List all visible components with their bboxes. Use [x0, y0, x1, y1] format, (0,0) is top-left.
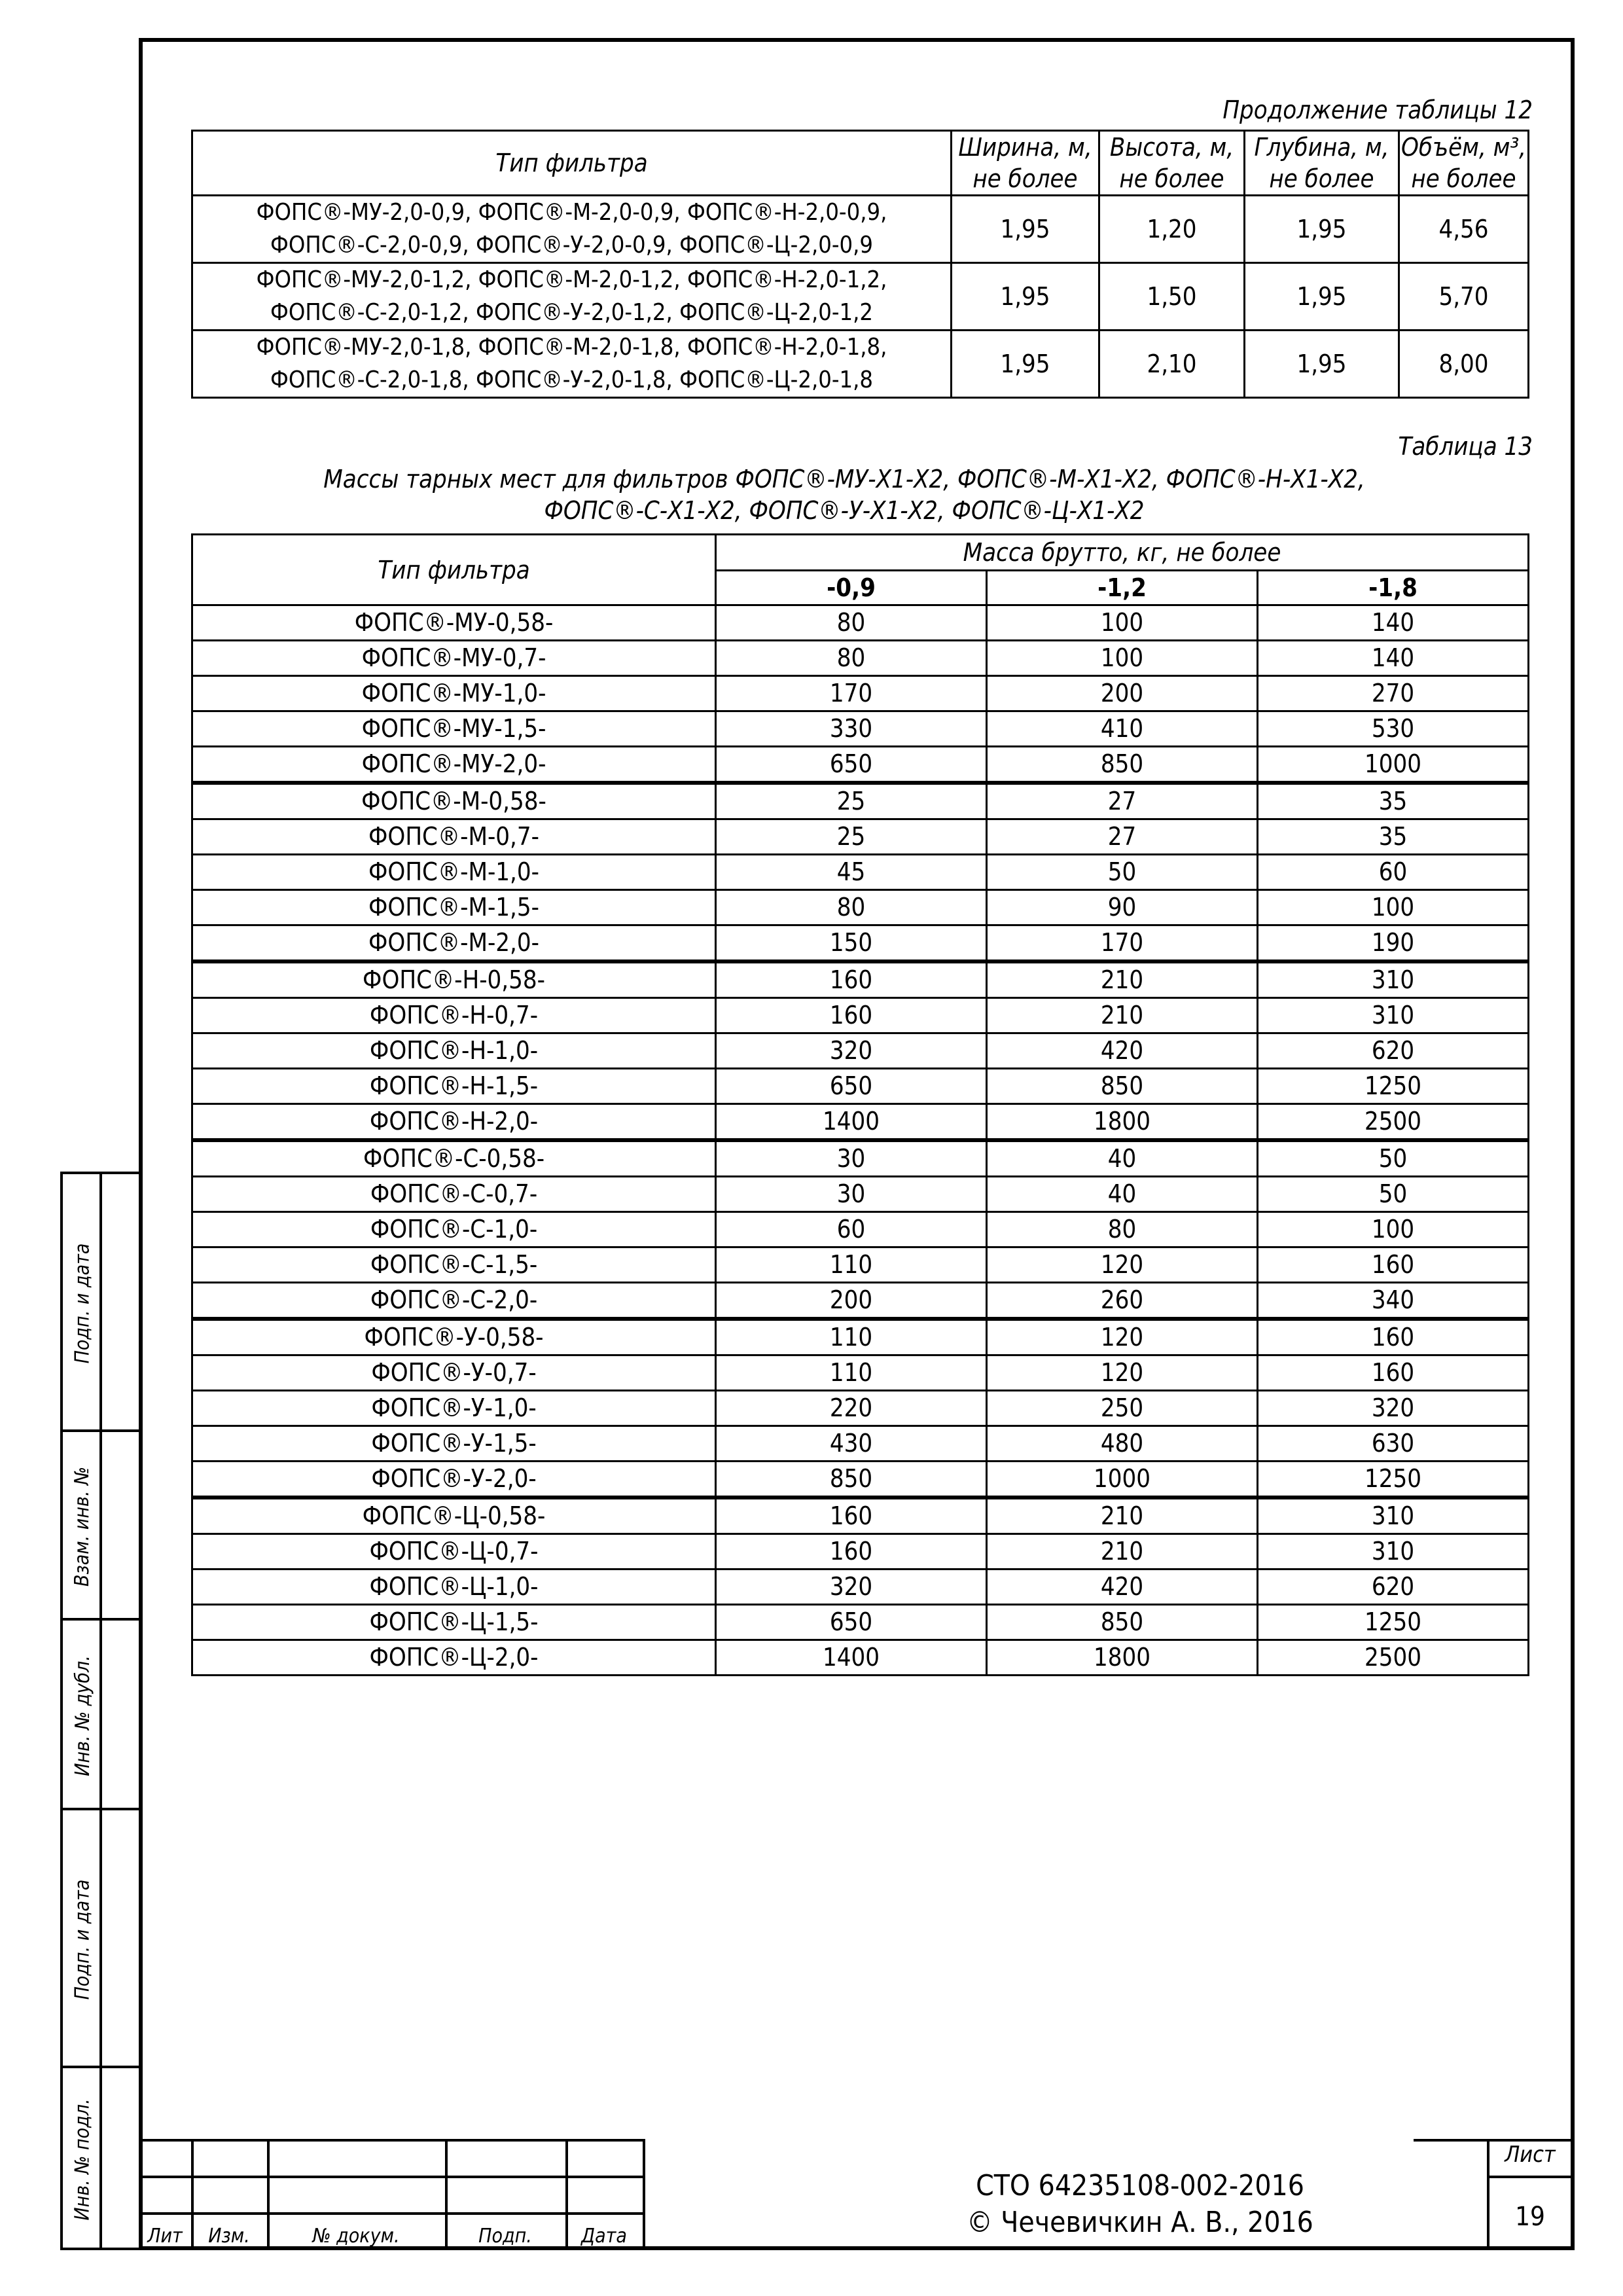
document-designation [793, 2168, 1487, 2241]
height-cell: 1,20 [1099, 196, 1245, 263]
mass-0-9-cell: 80 [716, 890, 987, 925]
mass-0-9-cell: 30 [716, 1140, 987, 1177]
side-label-dup-inv: Инв. № дубл. [71, 1655, 94, 1776]
mass-0-9-cell: 430 [716, 1426, 987, 1462]
table12-type-cell [192, 196, 952, 263]
table12-header-height: Высота, м, не более [1099, 131, 1245, 196]
mass-0-9-cell: 160 [716, 1534, 987, 1570]
mass-0-9-cell: 110 [716, 1355, 987, 1391]
side-label-replace-inv: Взам. инв. № [71, 1466, 94, 1587]
mass-0-9-cell: 200 [716, 1283, 987, 1319]
mass-1-8-cell: 50 [1258, 1140, 1529, 1177]
table-row [192, 676, 1529, 711]
mass-1-2-cell: 250 [987, 1391, 1258, 1426]
mass-1-8-cell: 160 [1258, 1247, 1529, 1283]
mass-1-2-cell: 480 [987, 1426, 1258, 1462]
mass-1-2-cell: 40 [987, 1177, 1258, 1212]
table-row [192, 1605, 1529, 1640]
table-row [192, 1498, 1529, 1534]
mass-1-8-cell: 100 [1258, 1212, 1529, 1247]
mass-1-8-cell: 100 [1258, 890, 1529, 925]
table-row [192, 855, 1529, 890]
mass-1-2-cell: 850 [987, 1605, 1258, 1640]
mass-0-9-cell: 25 [716, 783, 987, 819]
mass-1-2-cell: 120 [987, 1355, 1258, 1391]
mass-0-9-cell: 320 [716, 1033, 987, 1069]
mass-1-2-cell: 420 [987, 1033, 1258, 1069]
width-cell: 1,95 [952, 263, 1099, 331]
mass-1-8-cell: 35 [1258, 783, 1529, 819]
table13-body [192, 605, 1529, 1676]
filter-type-cell: ФОПС®-М-0,58- [192, 783, 716, 819]
mass-1-8-cell: 2500 [1258, 1640, 1529, 1676]
type-line: ФОПС®-МУ-2,0-1,8, ФОПС®-М-2,0-1,8, ФОПС®-Н-2,0-1,8, [256, 334, 887, 361]
table-row [192, 1177, 1529, 1212]
table-row [192, 641, 1529, 676]
filter-type-cell: ФОПС®-Н-0,58- [192, 961, 716, 998]
table-row [192, 1069, 1529, 1104]
stamp-label-lit: Лит [147, 2225, 183, 2248]
mass-1-8-cell: 50 [1258, 1177, 1529, 1212]
mass-1-8-cell: 60 [1258, 855, 1529, 890]
filter-type-cell: ФОПС®-МУ-0,58- [192, 605, 716, 641]
table-row [192, 1140, 1529, 1177]
side-label-orig-inv: Инв. № подл. [71, 2098, 94, 2221]
mass-1-2-cell: 40 [987, 1140, 1258, 1177]
mass-1-8-cell: 530 [1258, 711, 1529, 747]
filter-type-cell: ФОПС®-У-1,5- [192, 1426, 716, 1462]
table13-header-mass: Масса брутто, кг, не более [716, 535, 1529, 571]
table13-title-line: ФОПС®-С-Х1-Х2, ФОПС®-У-Х1-Х2, ФОПС®-Ц-Х1-Х2 [544, 496, 1145, 525]
mass-1-2-cell: 100 [987, 641, 1258, 676]
type-line: ФОПС®-С-2,0-0,9, ФОПС®-У-2,0-0,9, ФОПС®-Ц-2,0-0,9 [270, 232, 874, 259]
mass-1-8-cell: 340 [1258, 1283, 1529, 1319]
mass-1-8-cell: 310 [1258, 998, 1529, 1033]
mass-1-8-cell: 160 [1258, 1355, 1529, 1391]
height-cell: 1,50 [1099, 263, 1245, 331]
subheader-1-8: -1,8 [1258, 571, 1529, 605]
table-row [192, 331, 1529, 398]
mass-0-9-cell: 650 [716, 1069, 987, 1104]
filter-type-cell: ФОПС®-У-2,0- [192, 1462, 716, 1498]
filter-type-cell: ФОПС®-С-1,5- [192, 1247, 716, 1283]
mass-0-9-cell: 110 [716, 1247, 987, 1283]
mass-1-8-cell: 1250 [1258, 1462, 1529, 1498]
mass-1-8-cell: 1000 [1258, 747, 1529, 783]
table-row [192, 747, 1529, 783]
mass-1-2-cell: 210 [987, 961, 1258, 998]
filter-type-cell: ФОПС®-М-0,7- [192, 819, 716, 855]
filter-type-cell: ФОПС®-М-2,0- [192, 925, 716, 962]
table-row [192, 1426, 1529, 1462]
mass-1-2-cell: 120 [987, 1247, 1258, 1283]
title-block [139, 2139, 1575, 2250]
table13-header-type: Тип фильтра [192, 535, 716, 605]
width-cell: 1,95 [952, 331, 1099, 398]
filter-type-cell: ФОПС®-У-0,7- [192, 1355, 716, 1391]
table13-title-line: Массы тарных мест для фильтров ФОПС®-МУ-Х1-Х2, ФОПС®-М-Х1-Х2, ФОПС®-Н-Х1-Х2, [323, 465, 1365, 493]
copyright: © Чечевичкин А. В., 2016 [967, 2206, 1313, 2239]
filter-type-cell: ФОПС®-Н-1,0- [192, 1033, 716, 1069]
table12-header-type: Тип фильтра [192, 131, 952, 196]
filter-type-cell: ФОПС®-Н-0,7- [192, 998, 716, 1033]
filter-type-cell: ФОПС®-Ц-1,5- [192, 1605, 716, 1640]
table-row [192, 1247, 1529, 1283]
table12 [191, 130, 1529, 399]
table-row [192, 961, 1529, 998]
mass-0-9-cell: 1400 [716, 1104, 987, 1141]
mass-1-2-cell: 50 [987, 855, 1258, 890]
side-stamp [60, 1172, 140, 2250]
mass-1-8-cell: 2500 [1258, 1104, 1529, 1141]
mass-0-9-cell: 110 [716, 1319, 987, 1355]
mass-1-8-cell: 1250 [1258, 1605, 1529, 1640]
filter-type-cell: ФОПС®-М-1,5- [192, 890, 716, 925]
mass-1-2-cell: 170 [987, 925, 1258, 962]
mass-1-2-cell: 100 [987, 605, 1258, 641]
mass-0-9-cell: 60 [716, 1212, 987, 1247]
stamp-line [1487, 2176, 1575, 2178]
table12-header-volume: Объём, м³, не более [1399, 131, 1529, 196]
filter-type-cell: ФОПС®-С-2,0- [192, 1283, 716, 1319]
stamp-label-change: Изм. [208, 2225, 250, 2248]
table-row [192, 1355, 1529, 1391]
subheader-0-9: -0,9 [716, 571, 987, 605]
mass-1-2-cell: 1800 [987, 1104, 1258, 1141]
volume-cell: 8,00 [1399, 331, 1529, 398]
table12-caption: Продолжение таблицы 12 [1222, 96, 1533, 124]
mass-0-9-cell: 30 [716, 1177, 987, 1212]
mass-1-2-cell: 80 [987, 1212, 1258, 1247]
mass-1-2-cell: 420 [987, 1570, 1258, 1605]
mass-1-8-cell: 140 [1258, 605, 1529, 641]
table12-type-cell [192, 331, 952, 398]
filter-type-cell: ФОПС®-У-1,0- [192, 1391, 716, 1426]
mass-0-9-cell: 320 [716, 1570, 987, 1605]
table-row [192, 1640, 1529, 1676]
table-row [192, 1570, 1529, 1605]
mass-1-8-cell: 140 [1258, 641, 1529, 676]
table-row [192, 925, 1529, 962]
table-row [192, 196, 1529, 263]
stamp-label-doc-number: № докум. [312, 2225, 400, 2248]
mass-0-9-cell: 170 [716, 676, 987, 711]
type-line: ФОПС®-МУ-2,0-0,9, ФОПС®-М-2,0-0,9, ФОПС®-Н-2,0-0,9, [256, 199, 887, 226]
table-row [192, 711, 1529, 747]
mass-1-2-cell: 210 [987, 998, 1258, 1033]
sheet-number: 19 [1515, 2202, 1545, 2232]
table12-header-width: Ширина, м, не более [952, 131, 1099, 196]
filter-type-cell: ФОПС®-С-1,0- [192, 1212, 716, 1247]
mass-1-8-cell: 270 [1258, 676, 1529, 711]
stamp-label-signature: Подп. [478, 2225, 532, 2248]
mass-1-2-cell: 27 [987, 783, 1258, 819]
mass-0-9-cell: 160 [716, 961, 987, 998]
stamp-label-date: Дата [581, 2225, 627, 2248]
table-row [192, 1212, 1529, 1247]
filter-type-cell: ФОПС®-М-1,0- [192, 855, 716, 890]
mass-1-8-cell: 620 [1258, 1033, 1529, 1069]
filter-type-cell: ФОПС®-С-0,7- [192, 1177, 716, 1212]
mass-0-9-cell: 330 [716, 711, 987, 747]
type-line: ФОПС®-С-2,0-1,8, ФОПС®-У-2,0-1,8, ФОПС®-Ц-2,0-1,8 [270, 367, 874, 393]
width-cell: 1,95 [952, 196, 1099, 263]
side-label-sign-date: Подп. и дата [71, 1243, 94, 1363]
mass-0-9-cell: 650 [716, 747, 987, 783]
mass-1-2-cell: 90 [987, 890, 1258, 925]
mass-0-9-cell: 850 [716, 1462, 987, 1498]
filter-type-cell: ФОПС®-У-0,58- [192, 1319, 716, 1355]
stamp-line [643, 2139, 645, 2250]
mass-0-9-cell: 25 [716, 819, 987, 855]
mass-1-2-cell: 850 [987, 1069, 1258, 1104]
mass-1-8-cell: 160 [1258, 1319, 1529, 1355]
height-cell: 2,10 [1099, 331, 1245, 398]
table12-header-depth: Глубина, м, не более [1245, 131, 1399, 196]
mass-1-8-cell: 190 [1258, 925, 1529, 962]
mass-1-2-cell: 210 [987, 1498, 1258, 1534]
table-row [192, 819, 1529, 855]
mass-1-8-cell: 620 [1258, 1570, 1529, 1605]
table-row [192, 1534, 1529, 1570]
depth-cell: 1,95 [1245, 331, 1399, 398]
type-line: ФОПС®-МУ-2,0-1,2, ФОПС®-М-2,0-1,2, ФОПС®-Н-2,0-1,2, [256, 266, 887, 293]
mass-1-2-cell: 260 [987, 1283, 1258, 1319]
mass-1-2-cell: 120 [987, 1319, 1258, 1355]
filter-type-cell: ФОПС®-Ц-0,58- [192, 1498, 716, 1534]
filter-type-cell: ФОПС®-Ц-2,0- [192, 1640, 716, 1676]
filter-type-cell: ФОПС®-МУ-2,0- [192, 747, 716, 783]
mass-0-9-cell: 150 [716, 925, 987, 962]
filter-type-cell: ФОПС®-Н-2,0- [192, 1104, 716, 1141]
table13-title [196, 463, 1492, 526]
table-row [192, 1283, 1529, 1319]
mass-1-8-cell: 320 [1258, 1391, 1529, 1426]
mass-0-9-cell: 45 [716, 855, 987, 890]
depth-cell: 1,95 [1245, 263, 1399, 331]
mass-1-2-cell: 210 [987, 1534, 1258, 1570]
mass-0-9-cell: 650 [716, 1605, 987, 1640]
filter-type-cell: ФОПС®-Ц-1,0- [192, 1570, 716, 1605]
filter-type-cell: ФОПС®-С-0,58- [192, 1140, 716, 1177]
table-row [192, 1391, 1529, 1426]
table12-type-cell [192, 263, 952, 331]
table-row [192, 890, 1529, 925]
table-row [192, 1462, 1529, 1498]
mass-0-9-cell: 80 [716, 641, 987, 676]
mass-1-8-cell: 1250 [1258, 1069, 1529, 1104]
table-row [192, 1319, 1529, 1355]
type-line: ФОПС®-С-2,0-1,2, ФОПС®-У-2,0-1,2, ФОПС®-Ц-2,0-1,2 [270, 299, 874, 326]
mass-1-2-cell: 850 [987, 747, 1258, 783]
mass-1-2-cell: 27 [987, 819, 1258, 855]
table13-number: Таблица 13 [1398, 432, 1533, 461]
volume-cell: 4,56 [1399, 196, 1529, 263]
mass-1-2-cell: 1000 [987, 1462, 1258, 1498]
mass-1-8-cell: 310 [1258, 1498, 1529, 1534]
table12-header-row [192, 131, 1529, 196]
table-row [192, 1033, 1529, 1069]
filter-type-cell: ФОПС®-МУ-1,0- [192, 676, 716, 711]
table-row [192, 998, 1529, 1033]
filter-type-cell: ФОПС®-МУ-1,5- [192, 711, 716, 747]
table-row [192, 605, 1529, 641]
table13 [191, 533, 1529, 1676]
sheet-label: Лист [1505, 2142, 1556, 2168]
table-row [192, 263, 1529, 331]
mass-1-8-cell: 310 [1258, 961, 1529, 998]
filter-type-cell: ФОПС®-Н-1,5- [192, 1069, 716, 1104]
volume-cell: 5,70 [1399, 263, 1529, 331]
mass-1-8-cell: 35 [1258, 819, 1529, 855]
mass-1-2-cell: 1800 [987, 1640, 1258, 1676]
filter-type-cell: ФОПС®-МУ-0,7- [192, 641, 716, 676]
table-row [192, 783, 1529, 819]
filter-type-cell: ФОПС®-Ц-0,7- [192, 1534, 716, 1570]
mass-0-9-cell: 220 [716, 1391, 987, 1426]
table13-header-row [192, 535, 1529, 571]
subheader-1-2: -1,2 [987, 571, 1258, 605]
document-code: СТО 64235108-002-2016 [976, 2169, 1304, 2202]
depth-cell: 1,95 [1245, 196, 1399, 263]
mass-0-9-cell: 160 [716, 1498, 987, 1534]
mass-0-9-cell: 160 [716, 998, 987, 1033]
table-row [192, 1104, 1529, 1141]
mass-1-2-cell: 200 [987, 676, 1258, 711]
mass-1-8-cell: 310 [1258, 1534, 1529, 1570]
mass-0-9-cell: 80 [716, 605, 987, 641]
mass-0-9-cell: 1400 [716, 1640, 987, 1676]
mass-1-2-cell: 410 [987, 711, 1258, 747]
mass-1-8-cell: 630 [1258, 1426, 1529, 1462]
side-label-sign-date-2: Подп. и дата [71, 1879, 94, 2000]
